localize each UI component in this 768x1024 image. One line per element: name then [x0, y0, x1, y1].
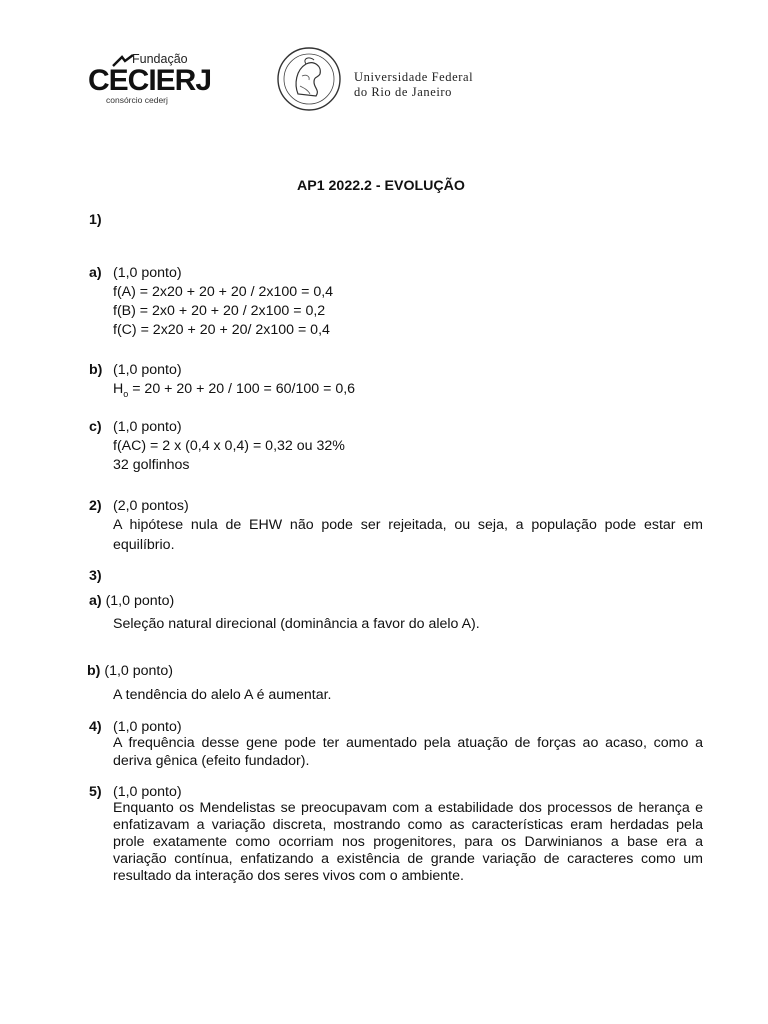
q3a-points: (1,0 ponto): [101, 593, 175, 609]
logo-foundation-label: Fundação: [132, 52, 188, 66]
q3a-label: a): [89, 593, 102, 609]
cecierj-logo: [88, 52, 212, 105]
h-subscript: o: [123, 388, 129, 399]
ufrj-name: [354, 70, 473, 100]
q4-label: 4): [89, 719, 102, 735]
q1a-points: (1,0 ponto): [113, 265, 182, 281]
q5-answer: Enquanto os Mendelistas se preocupavam com a estabilidade dos processos de herança e enfatizavam a variação discreta, mostrando como as características eram herdadas pela prole exatamente como ocorriam nos progenitores, para os Darwinianos a base era a variação contínua, enfatizando a existência de grande variação de caracteres como um resultado da interação dos seres vivos com o ambiente.: [113, 800, 703, 884]
q1c-line-2: 32 golfinhos: [113, 457, 190, 473]
ufrj-name-line1: Universidade Federal: [354, 70, 474, 84]
q1b-label: b): [89, 362, 103, 378]
q3b-answer: A tendência do alelo A é aumentar.: [113, 687, 332, 703]
q3-label: 3): [89, 568, 102, 584]
q4-points: (1,0 ponto): [113, 719, 182, 735]
q1c-points: (1,0 ponto): [113, 419, 182, 435]
q3b: [87, 662, 173, 681]
q2-label: 2): [89, 498, 102, 514]
q1b-heterozygosity: [113, 380, 355, 404]
ufrj-seal-icon: [276, 46, 342, 112]
q3b-points: (1,0 ponto): [100, 663, 173, 679]
h-symbol: H: [113, 381, 124, 397]
q3a-answer: Seleção natural direcional (dominância a favor do alelo A).: [113, 616, 480, 632]
q1-label: 1): [89, 212, 102, 228]
q5-points: (1,0 ponto): [113, 784, 182, 800]
q1a-line-1: f(A) = 2x20 + 20 + 20 / 2x100 = 0,4: [113, 284, 334, 300]
q2-points: (2,0 pontos): [113, 498, 189, 514]
page-title: AP1 2022.2 - EVOLUÇÃO: [297, 178, 465, 194]
q1a-label: a): [89, 265, 102, 281]
logo-consortium-label: consórcio cederj: [106, 95, 168, 105]
q2-answer: A hipótese nula de EHW não pode ser rejeitada, ou seja, a população pode estar em equilíbrio.: [113, 517, 703, 553]
q3b-label: b): [87, 663, 101, 679]
ufrj-name-line2: do Rio de Janeiro: [354, 85, 453, 99]
logo-cecierj-wordmark: CECIERJ: [88, 64, 212, 97]
q3a: [89, 592, 174, 611]
q4-answer: A frequência desse gene pode ter aumentado pela atuação de forças ao acaso, como a deriva gênica (efeito fundador).: [113, 735, 703, 769]
q1b-points: (1,0 ponto): [113, 362, 182, 378]
q1c-line-1: f(AC) = 2 x (0,4 x 0,4) = 0,32 ou 32%: [113, 438, 345, 454]
h-equation: = 20 + 20 + 20 / 100 = 60/100 = 0,6: [128, 381, 356, 397]
q1c-label: c): [89, 419, 102, 435]
q1a-line-3: f(C) = 2x20 + 20 + 20/ 2x100 = 0,4: [113, 322, 330, 338]
q1a-line-2: f(B) = 2x0 + 20 + 20 / 2x100 = 0,2: [113, 303, 326, 319]
q5-label: 5): [89, 784, 102, 800]
